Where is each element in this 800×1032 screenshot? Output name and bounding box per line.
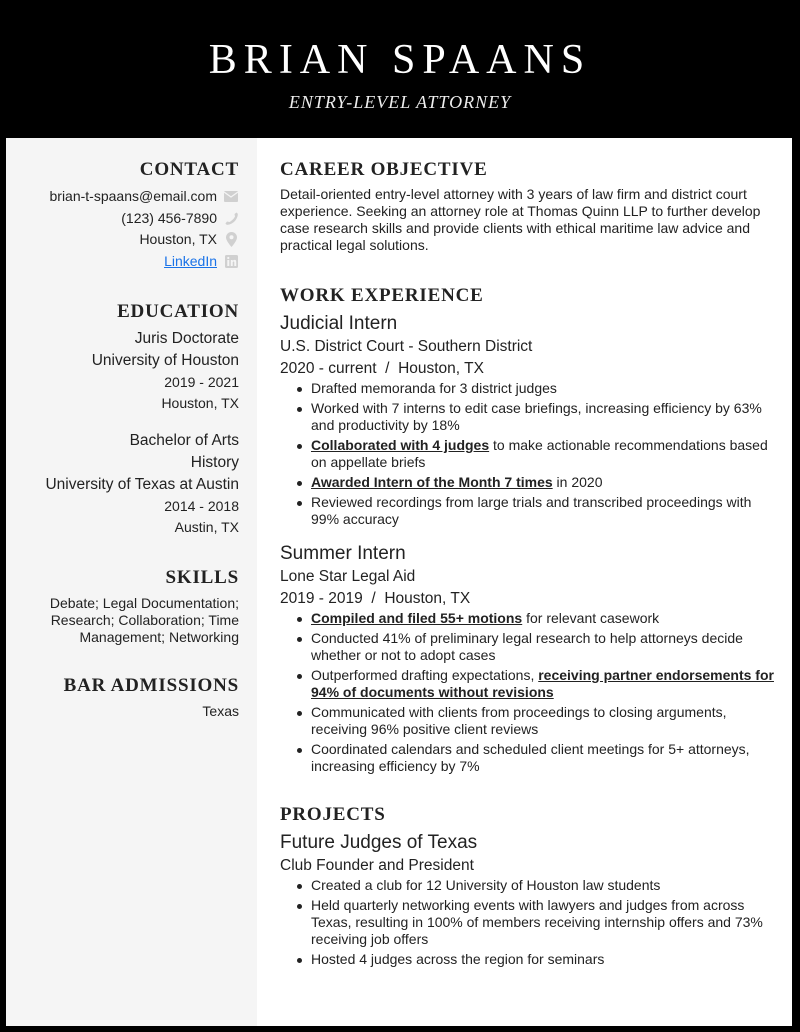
- bar-admissions-text: Texas: [202, 703, 239, 719]
- job-dates: 2019 - 2019: [280, 590, 363, 607]
- bullet: Awarded Intern of the Month 7 times in 2020: [294, 474, 780, 491]
- skills-section: [6, 566, 239, 646]
- school: University of Houston: [91, 352, 239, 369]
- bullet: Drafted memoranda for 3 district judges: [294, 380, 780, 397]
- job-entry: [280, 312, 780, 528]
- bullet: Conducted 41% of preliminary legal research to help attorneys decide whether or not to adopt cases: [294, 630, 780, 664]
- contact-location: [6, 229, 239, 251]
- skills-list: Debate; Legal Documentation; Research; Collaboration; Time Management; Networking: [49, 595, 239, 645]
- contact-heading: CONTACT: [139, 159, 239, 180]
- job-meta: [280, 588, 780, 610]
- job-entry: [280, 542, 780, 775]
- project-bullets: [294, 877, 780, 968]
- project-title: Future Judges of Texas: [280, 832, 478, 853]
- job-organization: Lone Star Legal Aid: [280, 568, 416, 585]
- job-meta: [280, 358, 780, 380]
- envelope-icon: [223, 189, 239, 205]
- contact-linkedin: [6, 251, 239, 273]
- bullet: Collaborated with 4 judges to make actionable recommendations based on appellate briefs: [294, 437, 780, 471]
- linkedin-link[interactable]: LinkedIn: [164, 252, 217, 269]
- candidate-name: BRIAN SPAANS: [208, 37, 592, 83]
- experience-section: [280, 284, 780, 775]
- contact-section: [6, 158, 239, 272]
- project-role: Club Founder and President: [280, 857, 474, 874]
- job-bullets: [294, 610, 780, 775]
- bullet: Hosted 4 judges across the region for seminars: [294, 951, 780, 968]
- experience-heading: WORK EXPERIENCE: [280, 285, 484, 306]
- bullet: Outperformed drafting expectations, receiving partner endorsements for 94% of documents without revisions: [294, 667, 780, 701]
- location-text: Houston, TX: [139, 231, 217, 247]
- main-content: [280, 158, 780, 971]
- projects-heading: PROJECTS: [280, 804, 386, 825]
- education-entry: [6, 430, 239, 538]
- job-location: Houston, TX: [384, 590, 471, 607]
- contact-email: [6, 186, 239, 208]
- project-entry: [280, 831, 780, 968]
- resume-header: [0, 0, 800, 138]
- separator: /: [371, 590, 376, 607]
- bullet: Held quarterly networking events with lawyers and judges from across Texas, resulting in 100% of members receiving internship offers and 73% receiving job offers: [294, 897, 780, 948]
- bullet: Coordinated calendars and scheduled client meetings for 5+ attorneys, increasing efficiency by 7%: [294, 741, 780, 775]
- bullet: Compiled and filed 55+ motions for relevant casework: [294, 610, 780, 627]
- objective-heading: CAREER OBJECTIVE: [280, 159, 488, 180]
- map-pin-icon: [223, 232, 239, 248]
- email-text: brian-t-spaans@email.com: [49, 188, 217, 204]
- bullet: Reviewed recordings from large trials and transcribed proceedings with 99% accuracy: [294, 494, 780, 528]
- job-bullets: [294, 380, 780, 528]
- job-location: Houston, TX: [398, 360, 484, 377]
- years: 2019 - 2021: [164, 374, 239, 390]
- job-dates: 2020 - current: [280, 360, 377, 377]
- education-entry: [6, 328, 239, 414]
- job-title: Judicial Intern: [280, 313, 398, 334]
- location: Austin, TX: [174, 519, 239, 535]
- phone-text: (123) 456-7890: [121, 209, 217, 226]
- education-heading: EDUCATION: [117, 301, 239, 322]
- projects-section: [280, 803, 780, 968]
- bullet: Worked with 7 interns to edit case briefings, increasing efficiency by 63% and productivity by 18%: [294, 400, 780, 434]
- contact-phone: [6, 208, 239, 230]
- degree: Juris Doctorate: [134, 330, 239, 347]
- separator: /: [385, 360, 390, 377]
- objective-text: Detail-oriented entry-level attorney with 3 years of law firm and district court experience. Seeking an attorney role at Thomas Quinn LLP to further develop case research skills and provide clients with ethical maritime law advice and practical legal solutions.: [280, 186, 761, 253]
- resume-page: [6, 138, 792, 1026]
- job-organization: U.S. District Court - Southern District: [280, 338, 533, 355]
- skills-heading: SKILLS: [165, 567, 239, 588]
- bar-admissions-heading: BAR ADMISSIONS: [63, 675, 239, 696]
- bar-admissions-section: [6, 674, 239, 723]
- years: 2014 - 2018: [164, 498, 239, 514]
- sidebar: [6, 138, 257, 1026]
- field: History: [190, 454, 239, 471]
- education-section: [6, 300, 239, 538]
- location: Houston, TX: [161, 395, 239, 411]
- phone-icon: [223, 210, 239, 226]
- candidate-title: ENTRY-LEVEL ATTORNEY: [288, 92, 512, 112]
- linkedin-icon: [223, 253, 239, 269]
- bullet: Communicated with clients from proceedings to closing arguments, receiving 96% positive client reviews: [294, 704, 780, 738]
- degree: Bachelor of Arts: [129, 432, 239, 449]
- school: University of Texas at Austin: [45, 476, 239, 493]
- objective-section: [280, 158, 780, 254]
- job-title: Summer Intern: [280, 543, 406, 564]
- bullet: Created a club for 12 University of Houston law students: [294, 877, 780, 894]
